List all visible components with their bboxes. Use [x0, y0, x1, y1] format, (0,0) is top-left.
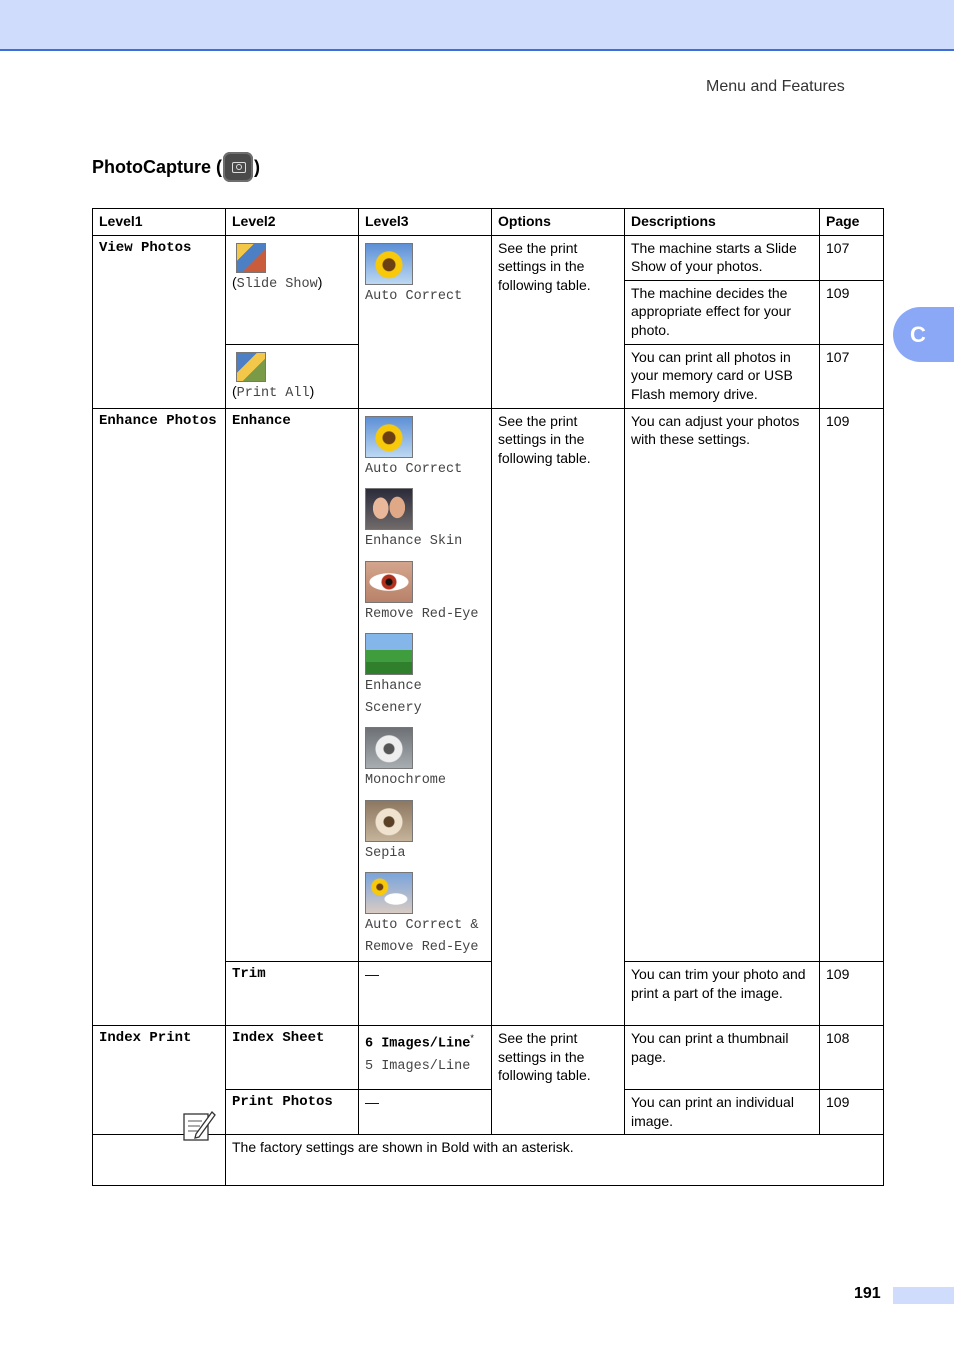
section-header: Menu and Features [706, 78, 845, 95]
cell-page: 109 [820, 962, 884, 1026]
note-icon-cell [93, 1135, 226, 1186]
cell-desc: You can print all photos in your memory card or USB Flash memory drive. [625, 344, 820, 408]
page-title-close: ) [254, 156, 260, 177]
print-all-label: Print All [236, 385, 310, 401]
cell-page: 109 [820, 280, 884, 344]
chapter-tab: C [893, 307, 954, 362]
effect-label: Auto Correct & Remove Red-Eye [365, 918, 479, 955]
cell-trim: Trim [226, 962, 359, 1026]
sepia-flower-icon [365, 800, 413, 842]
list-item [365, 416, 485, 480]
list-item [365, 488, 485, 552]
page-number-bar [893, 1287, 954, 1304]
page-title-text: PhotoCapture ( [92, 156, 222, 177]
cell-desc: You can print a thumbnail page. [625, 1026, 820, 1090]
cell-page: 109 [820, 408, 884, 962]
table-row [93, 235, 884, 280]
cell-enhance-photos: Enhance Photos [93, 408, 226, 1026]
red-eye-icon [365, 561, 413, 603]
cell-desc: The machine decides the appropriate effect for your photo. [625, 280, 820, 344]
five-images-option: 5 Images/Line [365, 1059, 471, 1075]
cell-desc: You can adjust your photos with these settings. [625, 408, 820, 962]
cell-print-all: (Print All) [226, 344, 359, 408]
list-item [365, 561, 485, 625]
portrait-icon [365, 488, 413, 530]
header-level1: Level1 [93, 209, 226, 236]
cell-print-photos-level3: — [359, 1090, 492, 1135]
note-pencil-icon [182, 1108, 216, 1142]
sunflower-icon [365, 243, 413, 285]
cell-desc: The machine starts a Slide Show of your photos. [625, 235, 820, 280]
cell-page: 109 [820, 1090, 884, 1135]
cell-enhance: Enhance [226, 408, 359, 962]
cell-options: See the print settings in the following table. [492, 235, 625, 408]
list-item [365, 872, 485, 957]
table-row [93, 1026, 884, 1090]
cell-slide-show: (Slide Show) [226, 235, 359, 344]
cell-print-photos: Print Photos [226, 1090, 359, 1135]
default-asterisk: * [470, 1033, 474, 1043]
list-item [365, 800, 485, 864]
page-number: 191 [854, 1285, 881, 1302]
cell-page: 108 [820, 1026, 884, 1090]
table-header-row [93, 209, 884, 236]
slide-show-icon [236, 243, 266, 273]
cell-options: See the print settings in the following table. [492, 1026, 625, 1135]
top-banner [0, 0, 954, 51]
effect-label: Enhance Scenery [365, 679, 422, 716]
list-item [365, 633, 485, 718]
effect-label: Enhance Skin [365, 534, 463, 549]
sunflower-icon [365, 416, 413, 458]
cell-view-photos: View Photos [93, 235, 226, 408]
cell-desc: You can print an individual image. [625, 1090, 820, 1135]
header-level2: Level2 [226, 209, 359, 236]
six-images-option: 6 Images/Line [365, 1036, 471, 1052]
table-row [93, 408, 884, 962]
cell-desc: You can trim your photo and print a part of the image. [625, 962, 820, 1026]
header-level3: Level3 [359, 209, 492, 236]
list-item [365, 727, 485, 791]
auto-correct-label: Auto Correct [365, 288, 463, 304]
effect-label: Monochrome [365, 773, 447, 788]
effect-label: Sepia [365, 845, 406, 861]
cell-page: 107 [820, 344, 884, 408]
cell-index-sheet: Index Sheet [226, 1026, 359, 1090]
auto-correct-red-eye-icon [365, 872, 413, 914]
cell-page: 107 [820, 235, 884, 280]
cell-index-print: Index Print [93, 1026, 226, 1135]
landscape-icon [365, 633, 413, 675]
effect-label: Auto Correct [365, 461, 463, 477]
page-title [92, 152, 260, 182]
effect-label: Remove Red-Eye [365, 606, 479, 622]
cell-trim-level3: — [359, 962, 492, 1026]
note-text: The factory settings are shown in Bold with an asterisk. [226, 1135, 884, 1186]
cell-images-per-line [359, 1026, 492, 1090]
slide-show-label: Slide Show [236, 276, 318, 292]
header-page: Page [820, 209, 884, 236]
cell-auto-correct [359, 235, 492, 408]
note-row [93, 1135, 884, 1186]
camera-icon [223, 152, 253, 182]
cell-options: See the print settings in the following table. [492, 408, 625, 1026]
monochrome-flower-icon [365, 727, 413, 769]
header-descriptions: Descriptions [625, 209, 820, 236]
menu-table [92, 208, 884, 1186]
cell-effects [359, 408, 492, 962]
print-all-icon [236, 352, 266, 382]
header-options: Options [492, 209, 625, 236]
